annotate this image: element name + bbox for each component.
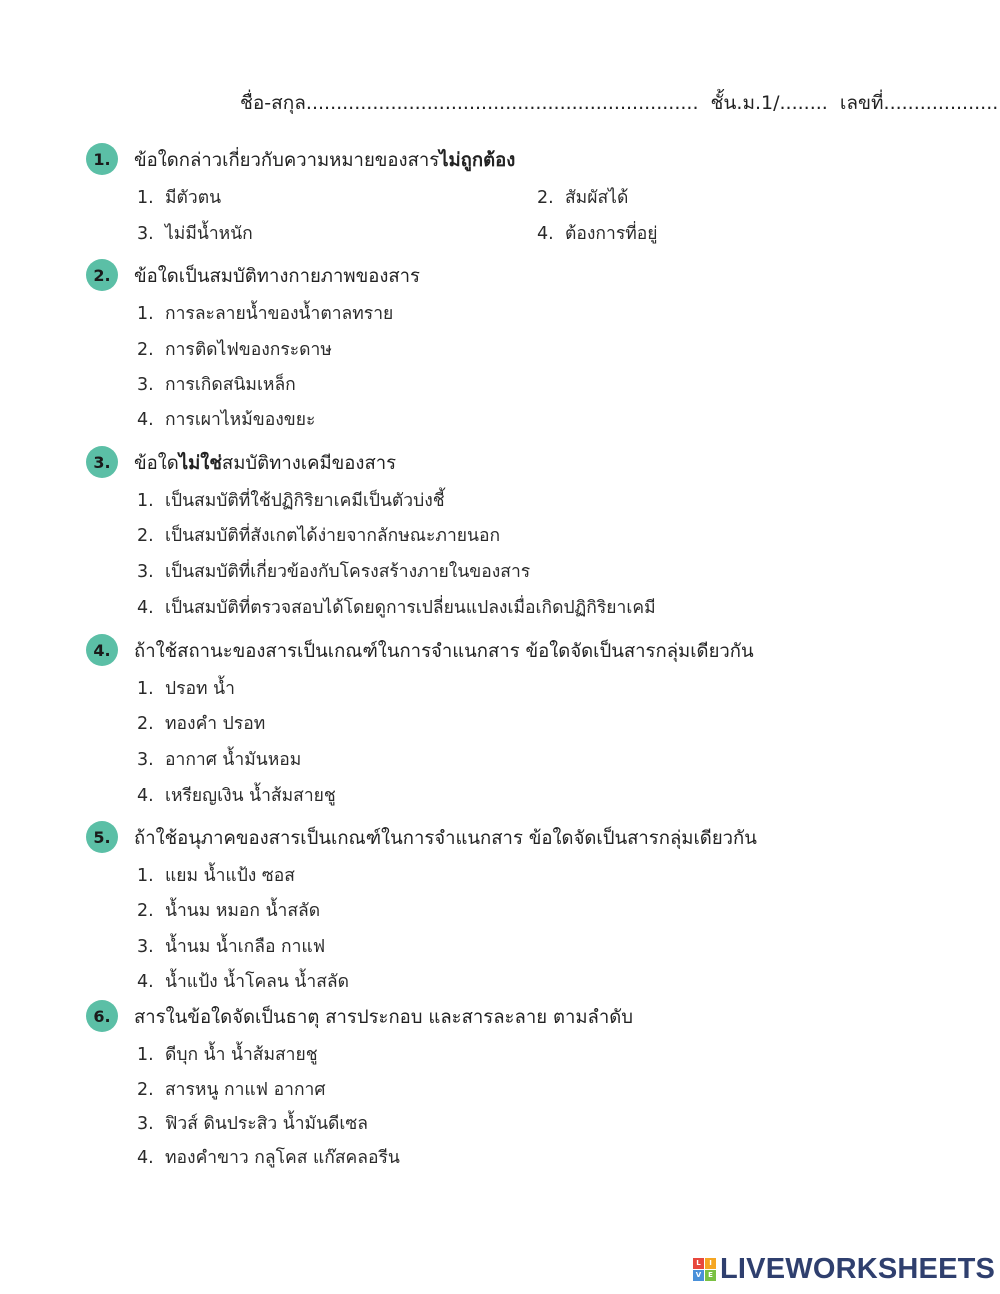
choice-option[interactable]: 2. น้ำนม หมอก น้ำสลัด (137, 901, 321, 921)
logo-mark-cell: I (705, 1258, 716, 1269)
choice-option[interactable]: 2. เป็นสมบัติที่สังเกตได้ง่ายจากลักษณะภายนอก (137, 526, 501, 546)
choice-option[interactable]: 4. การเผาไหม้ของขยะ (137, 410, 316, 430)
question-number-badge: 6. (86, 1000, 118, 1032)
choice-option[interactable]: 3. การเกิดสนิมเหล็ก (137, 375, 296, 395)
class-field-label: ชั้น.ม.1/........ (710, 92, 828, 114)
question-number-badge: 2. (86, 259, 118, 291)
question-text: ข้อใดเป็นสมบัติทางกายภาพของสาร (134, 266, 420, 287)
liveworksheets-logo (693, 1254, 995, 1284)
number-field-label: เลขที่................... (839, 92, 999, 114)
choice-option[interactable]: 4. ต้องการที่อยู่ (537, 224, 658, 244)
logo-mark-cell: V (693, 1270, 704, 1281)
choice-option[interactable]: 4. เหรียญเงิน น้ำส้มสายชู (137, 786, 336, 806)
question-text: ข้อใดไม่ใช่สมบัติทางเคมีของสาร (134, 453, 397, 474)
question-number-badge: 4. (86, 634, 118, 666)
choice-option[interactable]: 2. สารหนู กาแฟ อากาศ (137, 1080, 326, 1100)
choice-option[interactable]: 1. เป็นสมบัติที่ใช้ปฏิกิริยาเคมีเป็นตัวบ่งชี้ (137, 491, 445, 511)
logo-text: LIVEWORKSHEETS (720, 1252, 996, 1285)
logo-mark-cell: L (693, 1258, 704, 1269)
question-text: ข้อใดกล่าวเกี่ยวกับความหมายของสารไม่ถูกต้อง (134, 150, 516, 171)
choice-option[interactable]: 2. ทองคำ ปรอท (137, 714, 266, 734)
choice-option[interactable]: 3. ฟิวส์ ดินประสิว น้ำมันดีเซล (137, 1114, 369, 1134)
question-number-badge: 3. (86, 446, 118, 478)
choice-option[interactable]: 4. เป็นสมบัติที่ตรวจสอบได้โดยดูการเปลี่ยนแปลงเมื่อเกิดปฏิกิริยาเคมี (137, 598, 656, 618)
name-field-label: ชื่อ-สกุล................................................................. (240, 92, 699, 114)
choice-option[interactable]: 4. น้ำแป้ง น้ำโคลน น้ำสลัด (137, 972, 349, 992)
choice-option[interactable]: 3. น้ำนม น้ำเกลือ กาแฟ (137, 937, 326, 957)
choice-option[interactable]: 3. เป็นสมบัติที่เกี่ยวข้องกับโครงสร้างภายในของสาร (137, 562, 531, 582)
question-text: ถ้าใช้สถานะของสารเป็นเกณฑ์ในการจำแนกสาร ข้อใดจัดเป็นสารกลุ่มเดียวกัน (134, 641, 754, 662)
choice-option[interactable]: 3. อากาศ น้ำมันหอม (137, 750, 302, 770)
choice-option[interactable]: 1. ปรอท น้ำ (137, 679, 235, 699)
question-number-badge: 1. (86, 143, 118, 175)
choice-option[interactable]: 1. ดีบุก น้ำ น้ำส้มสายชู (137, 1045, 318, 1065)
choice-option[interactable]: 1. การละลายน้ำของน้ำตาลทราย (137, 304, 394, 324)
student-info-header (240, 88, 999, 118)
question-number-badge: 5. (86, 821, 118, 853)
choice-option[interactable]: 2. การติดไฟของกระดาษ (137, 340, 332, 360)
liveworksheets-logo-icon (693, 1258, 716, 1281)
choice-option[interactable]: 2. สัมผัสได้ (537, 188, 629, 208)
choice-option[interactable]: 1. มีตัวตน (137, 188, 222, 208)
choice-option[interactable]: 3. ไม่มีน้ำหนัก (137, 224, 253, 244)
choice-option[interactable]: 4. ทองคำขาว กลูโคส แก๊สคลอรีน (137, 1148, 400, 1168)
logo-mark-cell: E (705, 1270, 716, 1281)
choice-option[interactable]: 1. แยม น้ำแป้ง ซอส (137, 866, 295, 886)
question-text: สารในข้อใดจัดเป็นธาตุ สารประกอบ และสารละลาย ตามลำดับ (134, 1007, 634, 1028)
question-text: ถ้าใช้อนุภาคของสารเป็นเกณฑ์ในการจำแนกสาร ข้อใดจัดเป็นสารกลุ่มเดียวกัน (134, 828, 757, 849)
